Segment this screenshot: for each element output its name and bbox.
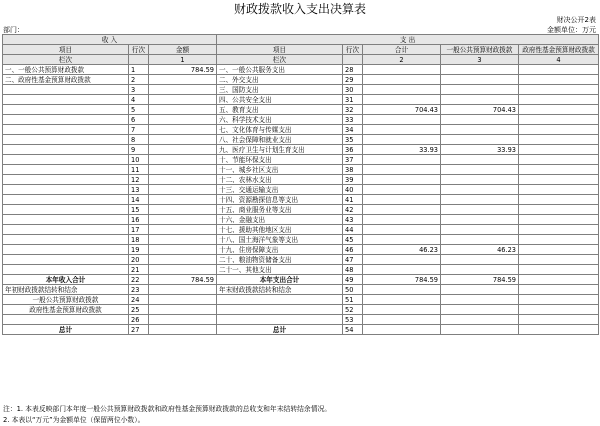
expense-item: 十七、援助其他地区支出 [217, 225, 343, 235]
income-item [3, 265, 129, 275]
expense-general [441, 265, 519, 275]
row-no: 13 [129, 185, 149, 195]
expense-item: 八、社会保障和就业支出 [217, 135, 343, 145]
table-row [3, 165, 599, 175]
table-row [3, 185, 599, 195]
expense-fund [519, 75, 599, 85]
expense-total [363, 215, 441, 225]
income-lanci: 栏次 [3, 55, 129, 65]
row-no: 49 [343, 275, 363, 285]
expense-total [363, 155, 441, 165]
row-no: 2 [129, 75, 149, 85]
income-amount [149, 175, 217, 185]
row-no: 16 [129, 215, 149, 225]
expense-total [363, 75, 441, 85]
table-row [3, 175, 599, 185]
expense-fund [519, 135, 599, 145]
income-amount [149, 225, 217, 235]
expense-fund [519, 225, 599, 235]
expense-total [363, 195, 441, 205]
row-no: 20 [129, 255, 149, 265]
row-no: 9 [129, 145, 149, 155]
table-row [3, 145, 599, 155]
row-no: 28 [343, 65, 363, 75]
form-number: 财决公开2表 [556, 16, 596, 24]
row-no: 18 [129, 235, 149, 245]
row-no: 14 [129, 195, 149, 205]
expense-item: 三、国防支出 [217, 85, 343, 95]
income-amount [149, 145, 217, 155]
table-row [3, 195, 599, 205]
income-item: 二、政府性基金预算财政拨款 [3, 75, 129, 85]
row-no: 12 [129, 175, 149, 185]
expense-total: 46.23 [363, 245, 441, 255]
expense-item: 十六、金融支出 [217, 215, 343, 225]
income-amount: 784.59 [149, 65, 217, 75]
expense-fund [519, 175, 599, 185]
income-item [3, 145, 129, 155]
expense-general [441, 225, 519, 235]
row-no: 34 [343, 125, 363, 135]
row-no: 27 [129, 325, 149, 335]
income-item [3, 205, 129, 215]
expense-general [441, 115, 519, 125]
row-no: 21 [129, 265, 149, 275]
expense-general: 33.93 [441, 145, 519, 155]
income-item [3, 245, 129, 255]
expense-fund [519, 255, 599, 265]
note-2: 2. 本表以“万元”为金额单位（保留两位小数）。 [3, 416, 145, 424]
department-label: 部门： [3, 26, 24, 34]
expense-total-header: 合计 [363, 45, 441, 55]
income-amount [149, 255, 217, 265]
expense-total [363, 255, 441, 265]
table-row [3, 155, 599, 165]
expense-fund-header: 政府性基金预算财政拨款 [519, 45, 599, 55]
row-no: 26 [129, 315, 149, 325]
income-item [3, 225, 129, 235]
row-no: 17 [129, 225, 149, 235]
row-no: 19 [129, 245, 149, 255]
expense-general [441, 155, 519, 165]
income-item [3, 185, 129, 195]
expense-header: 支 出 [217, 35, 599, 45]
income-item [3, 195, 129, 205]
income-amount [149, 155, 217, 165]
row-no: 46 [343, 245, 363, 255]
income-item [3, 215, 129, 225]
expense-item: 十三、交通运输支出 [217, 185, 343, 195]
income-amount [149, 135, 217, 145]
row-no: 15 [129, 205, 149, 215]
expense-general-header: 一般公共预算财政拨款 [441, 45, 519, 55]
income-amount-header: 金额 [149, 45, 217, 55]
expense-total [363, 165, 441, 175]
expense-general [441, 255, 519, 265]
income-total-label: 本年收入合计 [3, 275, 129, 285]
expense-total: 704.43 [363, 105, 441, 115]
table-row [3, 125, 599, 135]
row-no: 38 [343, 165, 363, 175]
income-grand-total-label: 总计 [3, 325, 129, 335]
income-item [3, 155, 129, 165]
expense-fund [519, 125, 599, 135]
expense-item: 六、科学技术支出 [217, 115, 343, 125]
table-row [3, 235, 599, 245]
income-amount [149, 105, 217, 115]
income-item: 一、一般公共预算财政拨款 [3, 65, 129, 75]
income-amount [149, 235, 217, 245]
income-item [3, 125, 129, 135]
table-row [3, 65, 599, 75]
expense-general [441, 205, 519, 215]
table-row [3, 255, 599, 265]
row-no: 32 [343, 105, 363, 115]
expense-fund [519, 165, 599, 175]
expense-item: 十一、城乡社区支出 [217, 165, 343, 175]
row-no: 52 [343, 305, 363, 315]
expense-item: 四、公共安全支出 [217, 95, 343, 105]
row-no: 8 [129, 135, 149, 145]
expense-fund [519, 155, 599, 165]
row-no: 3 [129, 85, 149, 95]
expense-fund [519, 145, 599, 155]
table-row [3, 135, 599, 145]
note-1: 注：1. 本表反映部门本年度一般公共预算财政拨款和政府性基金预算财政拨款的总收支和年末结转结余情况。 [3, 405, 332, 413]
expense-total [363, 95, 441, 105]
expense-fund [519, 185, 599, 195]
expense-total [363, 125, 441, 135]
expense-total-general: 784.59 [441, 275, 519, 285]
expense-fund [519, 115, 599, 125]
expense-lanci: 栏次 [217, 55, 343, 65]
carryover-general-label: 一般公共预算财政拨款 [3, 295, 129, 305]
expense-fund [519, 195, 599, 205]
expense-total [363, 265, 441, 275]
expense-item: 七、文化体育与传媒支出 [217, 125, 343, 135]
table-row [3, 245, 599, 255]
expense-item: 二十、粮油物资储备支出 [217, 255, 343, 265]
report-title: 财政拨款收入支出决算表 [233, 2, 366, 16]
income-amount [149, 75, 217, 85]
table-row [3, 265, 599, 275]
row-no: 53 [343, 315, 363, 325]
row-no: 43 [343, 215, 363, 225]
income-col1: 1 [149, 55, 217, 65]
row-no: 33 [343, 115, 363, 125]
income-item [3, 165, 129, 175]
row-no: 45 [343, 235, 363, 245]
row-no: 25 [129, 305, 149, 315]
expense-general [441, 65, 519, 75]
expense-general [441, 75, 519, 85]
expense-general [441, 85, 519, 95]
income-amount [149, 185, 217, 195]
row-no: 35 [343, 135, 363, 145]
expense-total [363, 235, 441, 245]
expense-general [441, 175, 519, 185]
row-no: 50 [343, 285, 363, 295]
row-no: 10 [129, 155, 149, 165]
income-item [3, 95, 129, 105]
expense-item: 十八、国土海洋气象等支出 [217, 235, 343, 245]
expense-fund [519, 65, 599, 75]
expense-rowno-header: 行次 [343, 45, 363, 55]
table-row [3, 205, 599, 215]
table-row [3, 75, 599, 85]
row-no: 23 [129, 285, 149, 295]
row-no: 40 [343, 185, 363, 195]
income-amount [149, 85, 217, 95]
expense-general [441, 135, 519, 145]
income-header: 收 入 [3, 35, 217, 45]
expense-total-label: 本年支出合计 [217, 275, 343, 285]
income-amount [149, 115, 217, 125]
expense-total [363, 135, 441, 145]
row-no: 29 [343, 75, 363, 85]
row-no: 31 [343, 95, 363, 105]
expense-general [441, 215, 519, 225]
expense-total [363, 85, 441, 95]
income-total-amount: 784.59 [149, 275, 217, 285]
income-amount [149, 245, 217, 255]
expense-general: 46.23 [441, 245, 519, 255]
row-no: 1 [129, 65, 149, 75]
expense-fund [519, 205, 599, 215]
expense-item: 九、医疗卫生与计划生育支出 [217, 145, 343, 155]
expense-fund [519, 95, 599, 105]
expense-item: 一、一般公共服务支出 [217, 65, 343, 75]
expense-item: 二十一、其他支出 [217, 265, 343, 275]
carryover-out-label: 年末财政拨款结转和结余 [217, 285, 343, 295]
expense-fund [519, 235, 599, 245]
income-amount [149, 165, 217, 175]
expense-item: 十四、资源勘探信息等支出 [217, 195, 343, 205]
row-no: 11 [129, 165, 149, 175]
amount-unit-label: 金额单位：万元 [547, 26, 596, 34]
row-no: 30 [343, 85, 363, 95]
expense-item: 二、外交支出 [217, 75, 343, 85]
carryover-in-label: 年初财政拨款结转和结余 [3, 285, 129, 295]
row-no: 22 [129, 275, 149, 285]
expense-item: 十二、农林水支出 [217, 175, 343, 185]
expense-item: 十九、住房保障支出 [217, 245, 343, 255]
expense-total [363, 205, 441, 215]
row-no: 44 [343, 225, 363, 235]
expense-item: 十五、商业服务业等支出 [217, 205, 343, 215]
income-item [3, 235, 129, 245]
expense-fund [519, 105, 599, 115]
row-no: 42 [343, 205, 363, 215]
expense-item-header: 项目 [217, 45, 343, 55]
income-amount [149, 205, 217, 215]
expense-general [441, 95, 519, 105]
expense-fund [519, 245, 599, 255]
expense-grand-total-label: 总计 [217, 325, 343, 335]
row-no: 37 [343, 155, 363, 165]
row-no: 54 [343, 325, 363, 335]
expense-fund [519, 215, 599, 225]
income-item [3, 115, 129, 125]
expense-total [363, 225, 441, 235]
income-rowno-header: 行次 [129, 45, 149, 55]
row-no: 24 [129, 295, 149, 305]
row-no: 47 [343, 255, 363, 265]
row-no: 51 [343, 295, 363, 305]
expense-col4: 4 [519, 55, 599, 65]
income-item [3, 135, 129, 145]
expense-total: 33.93 [363, 145, 441, 155]
expense-col2: 2 [363, 55, 441, 65]
table-row [3, 95, 599, 105]
expense-general [441, 235, 519, 245]
expense-fund [519, 265, 599, 275]
finance-table [2, 34, 599, 335]
expense-total [363, 175, 441, 185]
expense-total-total: 784.59 [363, 275, 441, 285]
row-no: 4 [129, 95, 149, 105]
expense-col3: 3 [441, 55, 519, 65]
income-item [3, 175, 129, 185]
income-item-header: 项目 [3, 45, 129, 55]
income-item [3, 255, 129, 265]
row-no: 36 [343, 145, 363, 155]
carryover-fund-label: 政府性基金预算财政拨款 [3, 305, 129, 315]
expense-total [363, 185, 441, 195]
table-row [3, 225, 599, 235]
expense-general [441, 185, 519, 195]
table-row [3, 215, 599, 225]
table-row [3, 105, 599, 115]
income-item [3, 105, 129, 115]
row-no: 41 [343, 195, 363, 205]
table-row [3, 85, 599, 95]
row-no: 6 [129, 115, 149, 125]
row-no: 5 [129, 105, 149, 115]
income-amount [149, 265, 217, 275]
row-no: 7 [129, 125, 149, 135]
expense-general [441, 125, 519, 135]
income-amount [149, 215, 217, 225]
expense-general: 704.43 [441, 105, 519, 115]
table-row [3, 115, 599, 125]
expense-item: 五、教育支出 [217, 105, 343, 115]
expense-item: 十、节能环保支出 [217, 155, 343, 165]
income-amount [149, 125, 217, 135]
row-no: 48 [343, 265, 363, 275]
expense-general [441, 195, 519, 205]
expense-fund [519, 85, 599, 95]
income-amount [149, 95, 217, 105]
income-amount [149, 195, 217, 205]
row-no: 39 [343, 175, 363, 185]
expense-general [441, 165, 519, 175]
expense-total [363, 65, 441, 75]
expense-total [363, 115, 441, 125]
income-item [3, 85, 129, 95]
